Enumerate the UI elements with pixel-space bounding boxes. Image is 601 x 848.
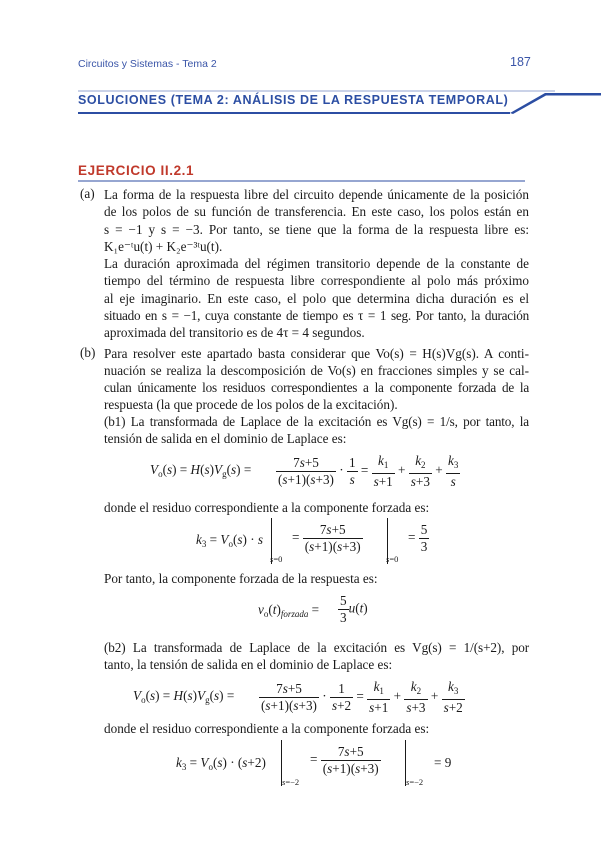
part-b-line-3: culan únicamente los residuos correspondientes a la componente forzada de la xyxy=(104,380,529,395)
equation-2: $k_3 = V_o(s) \cdot s$ s=0 = $\frac{7s+5}{(s+1)(s+3)}$ s=0 = $\frac{5}{3}$ xyxy=(196,516,456,568)
part-a-p2-line-4: situado en s = −1, cuya constante de tiempo es τ = 1 seg. Por tanto, la duración xyxy=(104,308,529,323)
part-a-label: (a) xyxy=(80,186,95,201)
exercise-title: EJERCICIO II.2.1 xyxy=(78,163,195,178)
part-a-p2-line-1: La duración aproximada del régimen transitorio depende de la constante de xyxy=(104,256,529,271)
text-forced-1: Por tanto, la componente forzada de la respuesta es: xyxy=(104,571,378,586)
part-b1-line-2: tensión de salida en el dominio de Laplace es: xyxy=(104,431,347,446)
equation-4: $V_o(s) = H(s)V_g(s)$ = $\frac{7s+5}{(s+1)(s+3)}$ · $\frac{1}{s+2}$ = $\frac{k_1}{s+1}$ + $\frac{k_2}{s+3}$ + $\frac{k_3}{s+2}$ xyxy=(133,679,463,715)
part-b-line-1: Para resolver este apartado basta considerar que Vo(s) = H(s)Vg(s). A conti- xyxy=(104,346,529,361)
part-b2-line-1: (b2) La transformada de Laplace de la excitación es Vg(s) = 1/(s+2), por xyxy=(104,640,529,655)
part-b2-line-2: tanto, la tensión de salida en el dominio de Laplace es: xyxy=(104,657,393,672)
text-residue-2: donde el residuo correspondiente a la componente forzada es: xyxy=(104,721,430,736)
text-residue-1: donde el residuo correspondiente a la componente forzada es: xyxy=(104,500,430,515)
part-b1-line-1: (b1) La transformada de Laplace de la excitación es Vg(s) = 1/s, por tanto, la xyxy=(104,414,529,429)
part-a-line-3: s = −1 y s = −3. Por tanto, se tiene que la forma de la respuesta libre es: xyxy=(104,222,529,237)
running-header: Circuitos y Sistemas - Tema 2 xyxy=(78,58,217,70)
page-number: 187 xyxy=(510,55,531,69)
section-title: SOLUCIONES (TEMA 2: ANÁLISIS DE LA RESPUESTA TEMPORAL) xyxy=(78,93,509,107)
part-a-p2-line-3: al eje imaginario. En este caso, el polo que determina dicha duración es el xyxy=(104,291,529,306)
equation-5: $k_3 = V_o(s) \cdot (s+2)$ s=−2 = $\frac{7s+5}{(s+1)(s+3)}$ s=−2 = 9 xyxy=(176,738,476,792)
part-a-line-2: de los polos de su función de transferencia. En este caso, los polos están en xyxy=(104,204,529,219)
part-a-line-4: K₁e⁻ᵗu(t) + K₂e⁻³ᵗu(t). xyxy=(104,239,223,254)
equation-1: $V_o(s) = H(s)V_g(s)$ = $\frac{7s+5}{(s+1)(s+3)}$ · $\frac{1}{s}$ = $\frac{k_1}{s+1}$ + $\frac{k_2}{s+3}$ + $\frac{k_3}{s}$ xyxy=(150,453,459,489)
part-b-line-4: respuesta (la que procede de los polos de la excitación). xyxy=(104,397,398,412)
part-a-p2-line-5: aproximada del transitorio es de 4τ = 4 segundos. xyxy=(104,325,365,340)
part-a-line-1: La forma de la respuesta libre del circuito depende únicamente de la posición xyxy=(104,187,529,202)
part-a-p2-line-2: tiempo del término de respuesta libre correspondiente al polo más próximo xyxy=(104,273,529,288)
part-b-line-2: nuación se realiza la descomposición de Vo(s) en fracciones simples y se cal- xyxy=(104,363,529,378)
part-b-label: (b) xyxy=(80,345,96,360)
equation-3: $v_o(t)_{forzada}$ = $\frac{5}{3}$ u(t) xyxy=(258,593,368,625)
